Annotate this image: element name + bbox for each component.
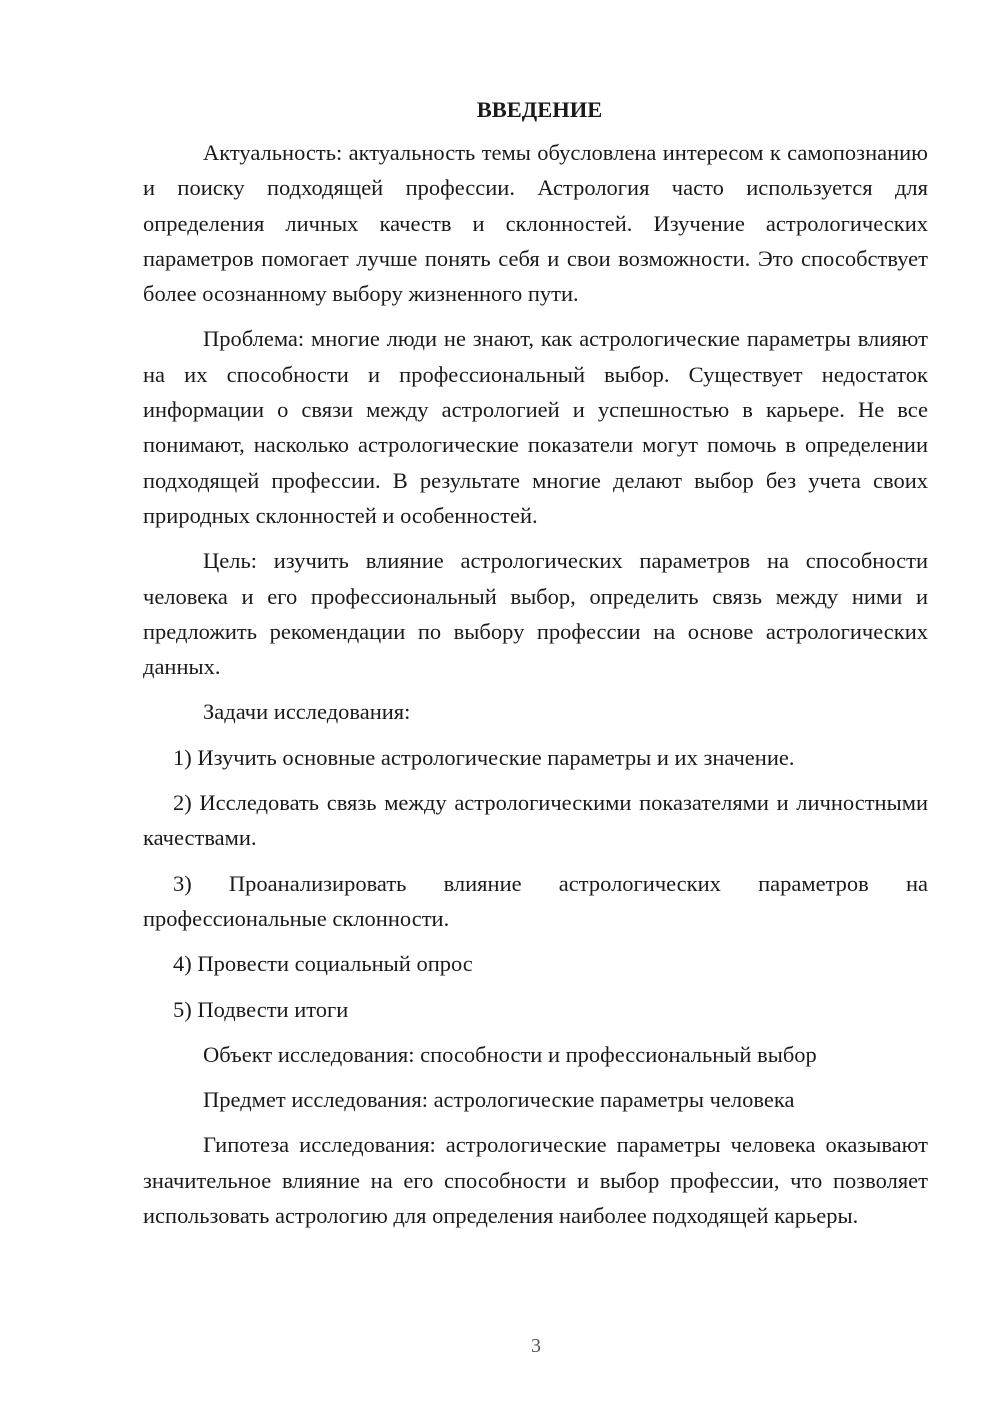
subject-paragraph: Предмет исследования: астрологические параметры человека [203, 1087, 795, 1113]
relevance-paragraph: Актуальность: актуальность темы обусловлена интересом к самопознанию и поиску подходящей профессии. Астрология часто используется для определения личных качеств и склонностей. Изучение астрологических параметров помогает лучше понять себя и свои возможности. Это способствует более осознанному выбору жизненного пути. [143, 140, 928, 307]
document-page [143, 95, 928, 1243]
task-item-1: 1) Изучить основные астрологические параметры и их значение. [173, 744, 795, 770]
goal-paragraph: Цель: изучить влияние астрологических параметров на способности человека и его профессиональный выбор, определить связь между ними и предложить рекомендации по выбору профессии на основе астрологических данных. [143, 548, 928, 680]
page-number: 3 [531, 1335, 541, 1357]
tasks-title: Задачи исследования: [203, 699, 411, 725]
object-paragraph: Объект исследования: способности и профессиональный выбор [203, 1041, 817, 1067]
task-item-4: 4) Провести социальный опрос [173, 951, 473, 977]
task-item-3: 3) Проанализировать влияние астрологических параметров на профессиональные склонности. [143, 870, 928, 931]
problem-paragraph: Проблема: многие люди не знают, как астрологические параметры влияют на их способности и профессиональный выбор. Существует недостаток информации о связи между астрологией и успешностью в карьере. Не все понимают, насколько астрологические показатели могут помочь в определении подходящей профессии. В результате многие делают выбор без учета своих природных склонностей и особенностей. [143, 326, 928, 528]
hypothesis-paragraph: Гипотеза исследования: астрологические параметры человека оказывают значительное влияние на его способности и выбор профессии, что позволяет использовать астрологию для определения наиболее подходящей карьеры. [143, 1132, 928, 1229]
section-heading: ВВЕДЕНИЕ [476, 97, 603, 122]
task-item-5: 5) Подвести итоги [173, 996, 349, 1022]
task-item-2: 2) Исследовать связь между астрологическими показателями и личностными качествами. [143, 790, 928, 851]
